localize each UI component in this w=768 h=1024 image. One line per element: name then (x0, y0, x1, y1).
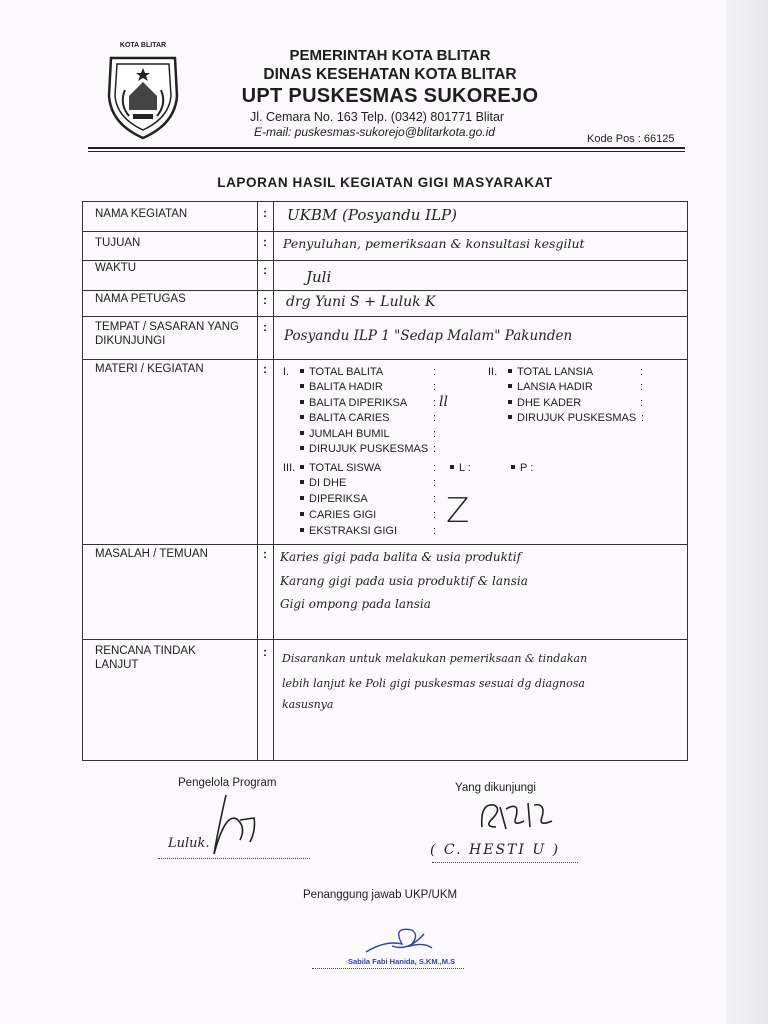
puskesmas-name: UPT PUSKESMAS SUKOREJO (241, 85, 539, 107)
program-manager-name: Luluk. (168, 836, 210, 851)
header-rule-thick (88, 147, 685, 149)
row-divider (82, 231, 688, 232)
visited-party-label: Yang dikunjungi (455, 782, 536, 794)
handwritten-tally: ll (439, 394, 448, 410)
checklist-item: JUMLAH BUMIL (300, 428, 390, 440)
rencana-line: Disarankan untuk melakukan pemeriksaan & tindakan (282, 652, 588, 665)
row-label-materi: MATERI / KEGIATAN (95, 363, 204, 375)
handwritten-z-mark: Z (446, 491, 470, 531)
value-separator: : (433, 381, 437, 393)
colon: : (263, 235, 267, 249)
value-separator: : (641, 412, 645, 424)
row-divider (82, 639, 688, 640)
checklist-item: DIPERIKSA (300, 493, 368, 505)
report-title: LAPORAN HASIL KEGIATAN GIGI MASYARAKAT (217, 175, 553, 190)
paper-edge (726, 0, 768, 1024)
gender-l-field: L : (450, 462, 471, 474)
checklist-item: CARIES GIGI (300, 509, 376, 521)
value-separator: : (433, 366, 437, 378)
row-label-waktu: WAKTU (95, 262, 137, 274)
checklist-item: DIRUJUK PUSKESMAS (508, 412, 636, 424)
waktu-value: Juli (306, 268, 332, 286)
visited-party-name: ( C. HESTI U ) (430, 842, 561, 858)
responsible-label: Penanggung jawab UKP/UKM (303, 889, 458, 901)
value-separator: : (433, 397, 437, 409)
checklist-item: DIRUJUK PUSKESMAS (300, 443, 428, 455)
rencana-line: kasusnya (282, 698, 334, 711)
group-numeral: I. (283, 366, 290, 378)
value-separator: : (433, 412, 437, 424)
postal-code: Kode Pos : 66125 (587, 133, 675, 145)
group-numeral: III. (283, 462, 296, 474)
checklist-item: LANSIA HADIR (508, 381, 593, 393)
colon: : (263, 645, 267, 659)
colon: : (263, 263, 267, 277)
nama-kegiatan-value: UKBM (Posyandu ILP) (287, 206, 458, 224)
gender-p-field: P : (511, 462, 533, 474)
program-manager-label: Pengelola Program (178, 777, 277, 789)
colon: : (263, 547, 267, 561)
email: E-mail: puskesmas-sukorejo@blitarkota.go.id (254, 125, 495, 139)
column-divider-2 (273, 201, 274, 760)
row-divider (82, 544, 688, 545)
signature-line (432, 862, 578, 863)
row-divider (82, 359, 688, 360)
value-separator: : (433, 493, 437, 505)
row-label-dikunjungi: DIKUNJUNGI (95, 335, 166, 347)
masalah-line: Karies gigi pada balita & usia produktif (280, 550, 522, 564)
checklist-item: TOTAL BALITA (300, 366, 383, 378)
row-label-nama-kegiatan: NAMA KEGIATAN (95, 208, 188, 220)
column-divider-1 (257, 201, 258, 760)
agency-name: DINAS KESEHATAN KOTA BLITAR (263, 66, 517, 83)
rencana-line: lebih lanjut ke Poli gigi puskesmas sesuai dg diagnosa (282, 677, 585, 690)
city-crest-icon (103, 44, 183, 140)
signature-scribble (476, 797, 566, 837)
value-separator: : (433, 462, 437, 474)
group-numeral: II. (488, 366, 498, 378)
checklist-item: DHE KADER (508, 397, 581, 409)
row-divider (82, 316, 688, 317)
checklist-item: BALITA CARIES (300, 412, 390, 424)
value-separator: : (640, 366, 644, 378)
row-label-masalah: MASALAH / TEMUAN (95, 548, 208, 560)
signature-line (312, 968, 464, 969)
checklist-item: BALITA HADIR (300, 381, 383, 393)
row-label-nama-petugas: NAMA PETUGAS (95, 293, 186, 305)
value-separator: : (433, 443, 437, 455)
masalah-line: Gigi ompong pada lansia (280, 597, 431, 611)
checklist-item: TOTAL LANSIA (508, 366, 593, 378)
colon: : (263, 206, 267, 220)
row-label-tujuan: TUJUAN (95, 237, 141, 249)
tempat-value: Posyandu ILP 1 "Sedap Malam" Pakunden (284, 328, 573, 344)
value-separator: : (433, 525, 437, 537)
signature-line (158, 858, 310, 859)
checklist-item: BALITA DIPERIKSA (300, 397, 407, 409)
value-separator: : (640, 397, 644, 409)
colon: : (263, 320, 267, 334)
row-label-tempat: TEMPAT / SASARAN YANG (95, 321, 239, 333)
address: Jl. Cemara No. 163 Telp. (0342) 801771 Blitar (250, 110, 505, 124)
masalah-line: Karang gigi pada usia produktif & lansia (280, 574, 528, 588)
checklist-item: DI DHE (300, 477, 346, 489)
colon: : (263, 362, 267, 376)
value-separator: : (433, 477, 437, 489)
row-divider (82, 260, 688, 261)
row-divider (82, 290, 688, 291)
signature-scribble (362, 922, 452, 962)
row-label-rencana: RENCANA TINDAK (95, 645, 196, 657)
nama-petugas-value: drg Yuni S + Luluk K (286, 294, 436, 310)
tujuan-value: Penyuluhan, pemeriksaan & konsultasi kesgilut (283, 236, 585, 251)
value-separator: : (640, 381, 644, 393)
value-separator: : (433, 509, 437, 521)
value-separator: : (433, 428, 437, 440)
logo-caption: KOTA BLITAR (119, 42, 167, 49)
responsible-name: Sabila Fabi Hanida, S.KM.,M.S (348, 957, 456, 966)
government-name: PEMERINTAH KOTA BLITAR (289, 47, 491, 64)
checklist-item: EKSTRAKSI GIGI (300, 525, 397, 537)
row-label-lanjut: LANJUT (95, 659, 139, 671)
checklist-item: TOTAL SISWA (300, 462, 381, 474)
colon: : (263, 293, 267, 307)
header-rule-thin (88, 151, 685, 152)
